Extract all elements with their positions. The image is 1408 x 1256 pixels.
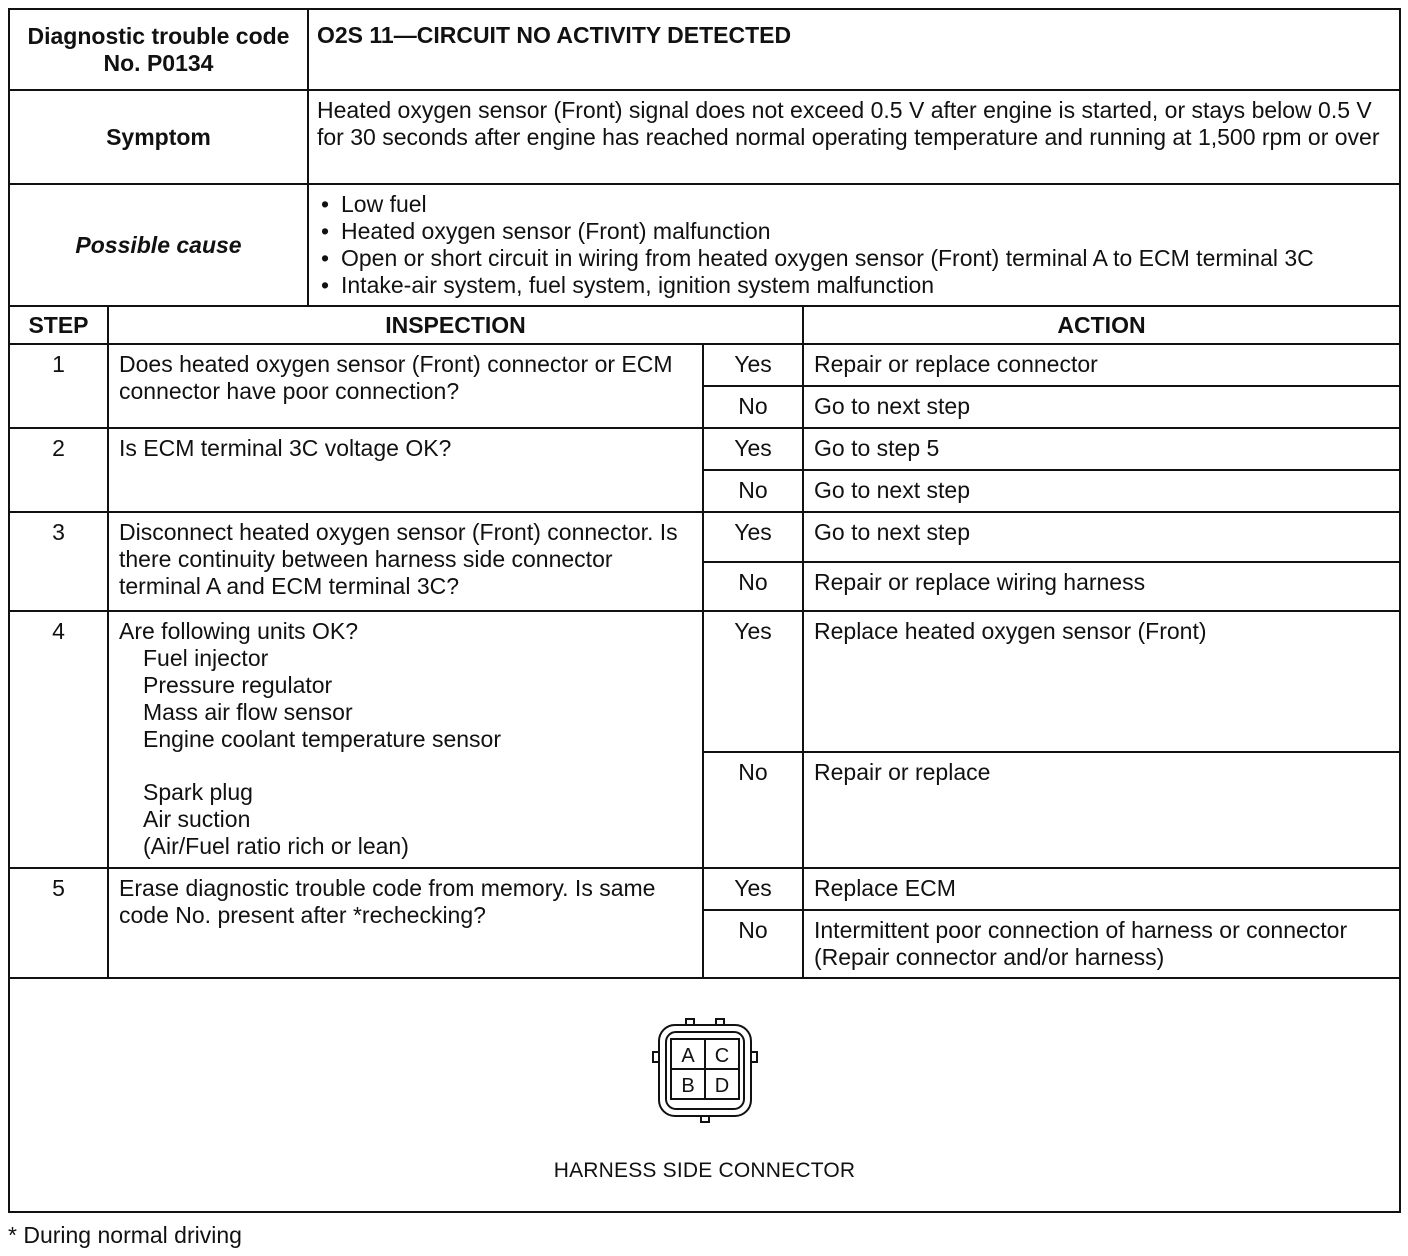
unit-item: Air suction bbox=[143, 806, 251, 832]
symptom-label: Symptom bbox=[9, 90, 308, 184]
code-label: Diagnostic trouble code No. P0134 bbox=[9, 9, 308, 90]
step-inspection: Is ECM terminal 3C voltage OK? bbox=[108, 428, 703, 512]
unit-item: Fuel injector bbox=[143, 645, 269, 671]
cause-item: • Intake-air system, fuel system, ignition system malfunction bbox=[317, 272, 1393, 299]
step-inspection: Disconnect heated oxygen sensor (Front) connector. Is there continuity between harness side connector terminal A and ECM terminal 3C? bbox=[108, 512, 703, 611]
no-label: No bbox=[703, 562, 803, 611]
step-number: 1 bbox=[9, 344, 108, 428]
inspection-column-header: INSPECTION bbox=[108, 306, 803, 344]
step-row bbox=[9, 344, 1400, 386]
harness-connector-diagram bbox=[650, 1017, 760, 1127]
cause-item: • Heated oxygen sensor (Front) malfunction bbox=[317, 218, 1393, 245]
code-title: O2S 11—CIRCUIT NO ACTIVITY DETECTED bbox=[308, 9, 1400, 90]
unit-list bbox=[119, 645, 694, 860]
symptom-text: Heated oxygen sensor (Front) signal does not exceed 0.5 V after engine is started, or stays below 0.5 V for 30 seconds after engine has reached normal operating temperature and running at 1,500 rpm or over bbox=[308, 90, 1400, 184]
cause-item: • Low fuel bbox=[317, 191, 1393, 218]
yes-label: Yes bbox=[703, 428, 803, 470]
no-action: Intermittent poor connection of harness or connector (Repair connector and/or harness) bbox=[803, 910, 1400, 978]
yes-action: Replace heated oxygen sensor (Front) bbox=[803, 611, 1400, 752]
yes-label: Yes bbox=[703, 868, 803, 910]
diagnostic-table bbox=[8, 8, 1401, 1213]
yes-action: Go to next step bbox=[803, 512, 1400, 562]
yes-label: Yes bbox=[703, 611, 803, 752]
step-row bbox=[9, 611, 1400, 752]
cause-list-cell bbox=[308, 184, 1400, 306]
spacer bbox=[143, 753, 694, 779]
yes-action: Go to step 5 bbox=[803, 428, 1400, 470]
step-column-header: STEP bbox=[9, 306, 108, 344]
terminal-label-d: D bbox=[714, 1075, 729, 1097]
cause-label: Possible cause bbox=[9, 184, 308, 306]
terminal-label-b: B bbox=[680, 1075, 695, 1097]
diagnostic-document bbox=[8, 8, 1399, 1213]
no-action: Repair or replace wiring harness bbox=[803, 562, 1400, 611]
no-action: Go to next step bbox=[803, 470, 1400, 512]
footnote: * During normal driving bbox=[8, 1222, 242, 1248]
terminal-label-c: C bbox=[714, 1045, 729, 1067]
unit-item: Mass air flow sensor bbox=[143, 699, 353, 725]
unit-item: (Air/Fuel ratio rich or lean) bbox=[143, 833, 409, 859]
yes-label: Yes bbox=[703, 344, 803, 386]
symptom-row bbox=[9, 90, 1400, 184]
inspection-question: Are following units OK? bbox=[119, 618, 359, 644]
code-row bbox=[9, 9, 1400, 90]
yes-action: Repair or replace connector bbox=[803, 344, 1400, 386]
yes-label: Yes bbox=[703, 512, 803, 562]
terminal-label-a: A bbox=[680, 1045, 695, 1067]
figure-caption: HARNESS SIDE CONNECTOR bbox=[553, 1159, 856, 1182]
step-inspection bbox=[108, 611, 703, 868]
no-action: Repair or replace bbox=[803, 752, 1400, 868]
no-label: No bbox=[703, 752, 803, 868]
figure-row bbox=[9, 978, 1400, 1212]
step-inspection: Does heated oxygen sensor (Front) connector or ECM connector have poor connection? bbox=[108, 344, 703, 428]
cause-row bbox=[9, 184, 1400, 306]
step-number: 5 bbox=[9, 868, 108, 978]
step-inspection: Erase diagnostic trouble code from memory. Is same code No. present after *rechecking? bbox=[108, 868, 703, 978]
column-header-row bbox=[9, 306, 1400, 344]
step-row bbox=[9, 868, 1400, 910]
unit-item: Pressure regulator bbox=[143, 672, 333, 698]
cause-list bbox=[309, 185, 1399, 303]
unit-item: Engine coolant temperature sensor bbox=[143, 726, 501, 752]
action-column-header: ACTION bbox=[803, 306, 1400, 344]
no-label: No bbox=[703, 470, 803, 512]
no-label: No bbox=[703, 910, 803, 978]
no-action: Go to next step bbox=[803, 386, 1400, 428]
yes-action: Replace ECM bbox=[803, 868, 1400, 910]
unit-item: Spark plug bbox=[143, 779, 253, 805]
step-number: 3 bbox=[9, 512, 108, 611]
step-row bbox=[9, 428, 1400, 470]
step-number: 2 bbox=[9, 428, 108, 512]
step-number: 4 bbox=[9, 611, 108, 868]
step-row bbox=[9, 512, 1400, 562]
connector-figure bbox=[10, 1017, 1399, 1184]
figure-cell bbox=[9, 978, 1400, 1212]
cause-item: • Open or short circuit in wiring from heated oxygen sensor (Front) terminal A to ECM terminal 3C bbox=[317, 245, 1393, 272]
no-label: No bbox=[703, 386, 803, 428]
